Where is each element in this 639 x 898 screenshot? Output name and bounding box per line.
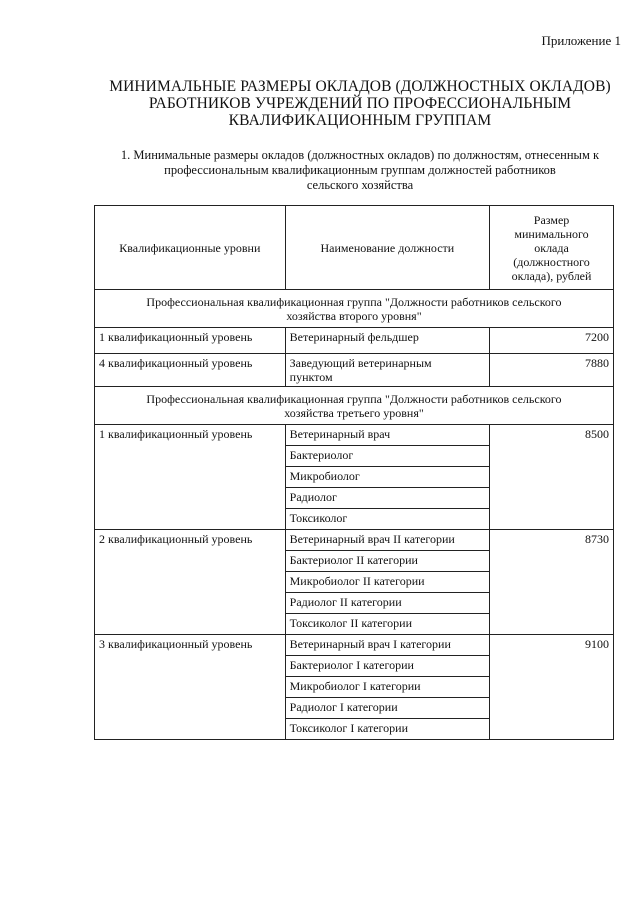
table-row [95, 328, 614, 354]
position-cell: Радиолог I категории [285, 698, 489, 719]
position-cell: Токсиколог [285, 509, 489, 530]
level-cell: 3 квалификационный уровень [95, 635, 286, 740]
position-cell: Микробиолог [285, 467, 489, 488]
position-cell: Микробиолог I категории [285, 677, 489, 698]
position-cell: Ветеринарный врач [285, 425, 489, 446]
level-cell: 4 квалификационный уровень [95, 354, 286, 387]
group-title [95, 290, 614, 328]
level-cell: 1 квалификационный уровень [95, 328, 286, 354]
salary-cell: 8730 [490, 530, 614, 635]
header-salary-line: минимального [514, 226, 589, 241]
subtitle-line: профессиональным квалификационным группам должностей работников [164, 163, 556, 177]
salary-cell: 9100 [490, 635, 614, 740]
subtitle-line: сельского хозяйства [306, 178, 414, 192]
group-title-line: хозяйства второго уровня" [286, 308, 422, 323]
title-line: КВАЛИФИКАЦИОННЫМ ГРУППАМ [228, 112, 492, 129]
header-salary-line: (должностного [513, 254, 590, 269]
level-cell: 2 квалификационный уровень [95, 530, 286, 635]
salary-table [94, 205, 614, 740]
header-level: Квалификационные уровни [95, 206, 286, 290]
position-cell: Ветеринарный врач I категории [285, 635, 489, 656]
header-salary-line: оклада [534, 240, 569, 255]
position-cell: Ветеринарный врач II категории [285, 530, 489, 551]
header-salary-line: Размер [533, 212, 570, 227]
document-title [100, 78, 620, 129]
position-cell: Ветеринарный фельдшер [285, 328, 489, 354]
title-line: РАБОТНИКОВ УЧРЕЖДЕНИЙ ПО ПРОФЕССИОНАЛЬНЫМ [148, 95, 572, 112]
salary-cell: 7880 [490, 354, 614, 387]
subtitle-line: 1. Минимальные размеры окладов (должностных окладов) по должностям, отнесенным к [120, 148, 600, 162]
level-cell: 1 квалификационный уровень [95, 425, 286, 530]
group-title [95, 387, 614, 425]
table-row [95, 530, 614, 551]
salary-cell: 8500 [490, 425, 614, 530]
position-cell: Токсиколог II категории [285, 614, 489, 635]
group-header-row [95, 290, 614, 328]
title-line: МИНИМАЛЬНЫЕ РАЗМЕРЫ ОКЛАДОВ (ДОЛЖНОСТНЫХ ОКЛАДОВ) [109, 78, 611, 95]
table-row [95, 635, 614, 656]
group-title-line: хозяйства третьего уровня" [284, 405, 424, 420]
group-title-line: Профессиональная квалификационная группа "Должности работников сельского [146, 391, 562, 406]
position-cell: Бактериолог I категории [285, 656, 489, 677]
position-cell: Бактериолог II категории [285, 551, 489, 572]
position-cell: Радиолог [285, 488, 489, 509]
group-header-row [95, 387, 614, 425]
appendix-label: Приложение 1 [541, 33, 621, 48]
position-cell: Бактериолог [285, 446, 489, 467]
header-position: Наименование должности [285, 206, 489, 290]
table-row [95, 354, 614, 387]
position-cell: Микробиолог II категории [285, 572, 489, 593]
section-heading [110, 148, 610, 193]
header-salary [490, 206, 614, 290]
header-salary-line: оклада), рублей [511, 268, 592, 283]
group-title-line: Профессиональная квалификационная группа "Должности работников сельского [146, 294, 562, 309]
position-cell: Токсиколог I категории [285, 719, 489, 740]
table-header-row [95, 206, 614, 290]
position-cell: Радиолог II категории [285, 593, 489, 614]
salary-cell: 7200 [490, 328, 614, 354]
position-cell: Заведующий ветеринарным пунктом [285, 354, 489, 387]
table-row [95, 425, 614, 446]
